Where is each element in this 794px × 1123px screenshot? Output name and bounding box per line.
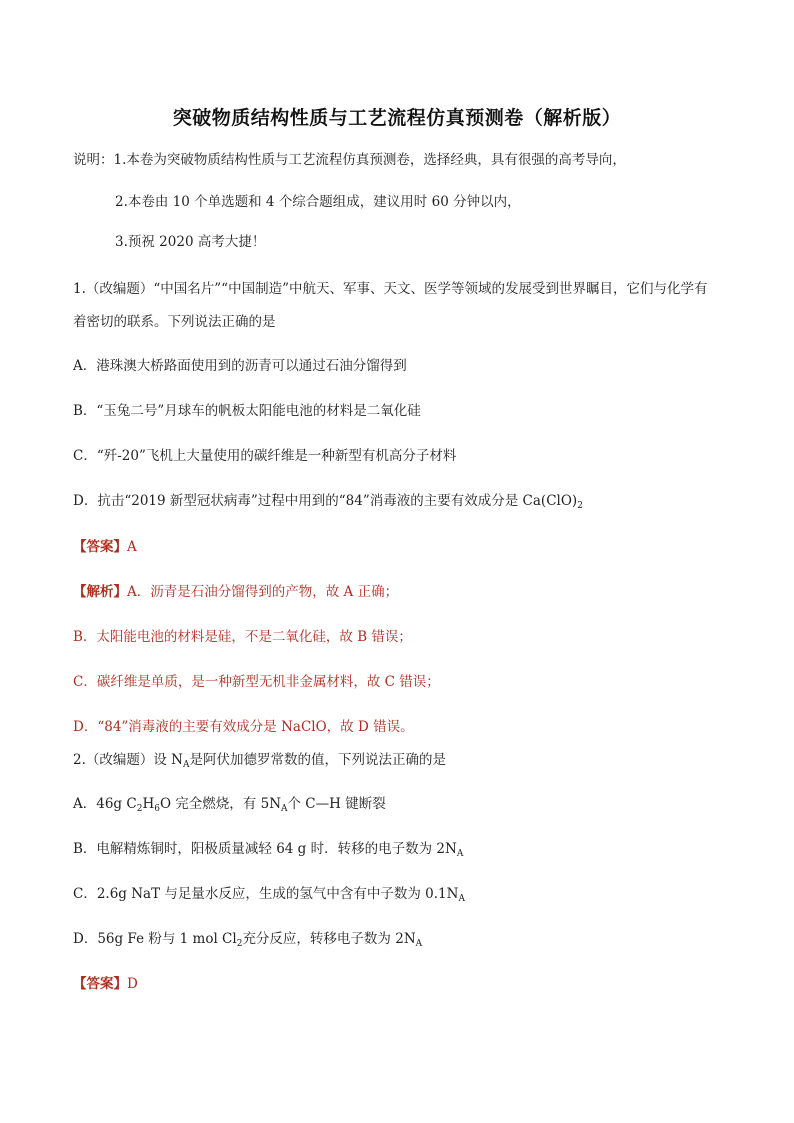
q1-option-d: D．抗击“2019 新型冠状病毒”过程中用到的“84”消毒液的主要有效成分是 $Ca(ClO)_2$ (73, 493, 583, 511)
q2-option-a: A．46g $C_2H_6O$ 完全燃烧，有 $5N_A$个 C—H 键断裂 (73, 796, 386, 814)
answer-label: 【答案】 (73, 976, 127, 992)
q2-answer (73, 975, 138, 993)
intro-line-3: 3.预祝 2020 高考大捷！ (115, 234, 266, 250)
q1-analysis-b: B．太阳能电池的材料是硅，不是二氧化硅，故 B 错误； (73, 629, 412, 645)
page-title: 突破物质结构性质与工艺流程仿真预测卷（解析版） (172, 107, 622, 129)
q2-stem: 2.（改编题）设 $N_A$是阿伏加德罗常数的值，下列说法正确的是 (73, 752, 446, 770)
q1-option-b: B．“玉兔二号”月球车的帆板太阳能电池的材料是二氧化硅 (73, 403, 421, 419)
q1-analysis-a: 【解析】A．沥青是石油分馏得到的产物，故 A 正确； (73, 584, 399, 600)
q1-answer (73, 538, 137, 556)
q2-option-b: B．电解精炼铜时，阳极质量减轻 64 g 时．转移的电子数为 $2N_A$ (73, 841, 464, 859)
q1-analysis-d: D．“84”消毒液的主要有效成分是 NaClO，故 D 错误。 (73, 719, 414, 735)
q1-stem-line-2: 着密切的联系。下列说法正确的是 (73, 314, 276, 330)
intro-label: 说明： (73, 152, 114, 168)
intro-line-2: 2.本卷由 10 个单选题和 4 个综合题组成，建议用时 60 分钟以内， (115, 194, 521, 210)
analysis-label: 【解析】 (73, 584, 127, 600)
q2-option-c: C．2.6g NaT 与足量水反应，生成的氢气中含有中子数为 $0.1N_A$ (73, 886, 465, 904)
q1-option-a: A．港珠澳大桥路面使用到的沥青可以通过石油分馏得到 (73, 358, 407, 374)
answer-value: A (127, 539, 137, 555)
answer-value: D (127, 976, 138, 992)
q2-option-d: D．56g Fe 粉与 1 mol $Cl_2$充分反应，转移电子数为 $2N_A$ (73, 931, 423, 949)
intro-line-1: 说明：1.本卷为突破物质结构性质与工艺流程仿真预测卷，选择经典，具有很强的高考导向， (73, 152, 626, 168)
answer-label: 【答案】 (73, 539, 127, 555)
q1-stem-line-1: 1.（改编题）“中国名片”“中国制造”中航天、军事、天文、医学等领域的发展受到世界瞩目，它们与化学有 (73, 281, 708, 297)
q1-analysis-c: C．碳纤维是单质，是一种新型无机非金属材料，故 C 错误； (73, 674, 440, 690)
q1-option-c: C．“歼-20”飞机上大量使用的碳纤维是一种新型有机高分子材料 (73, 448, 457, 464)
